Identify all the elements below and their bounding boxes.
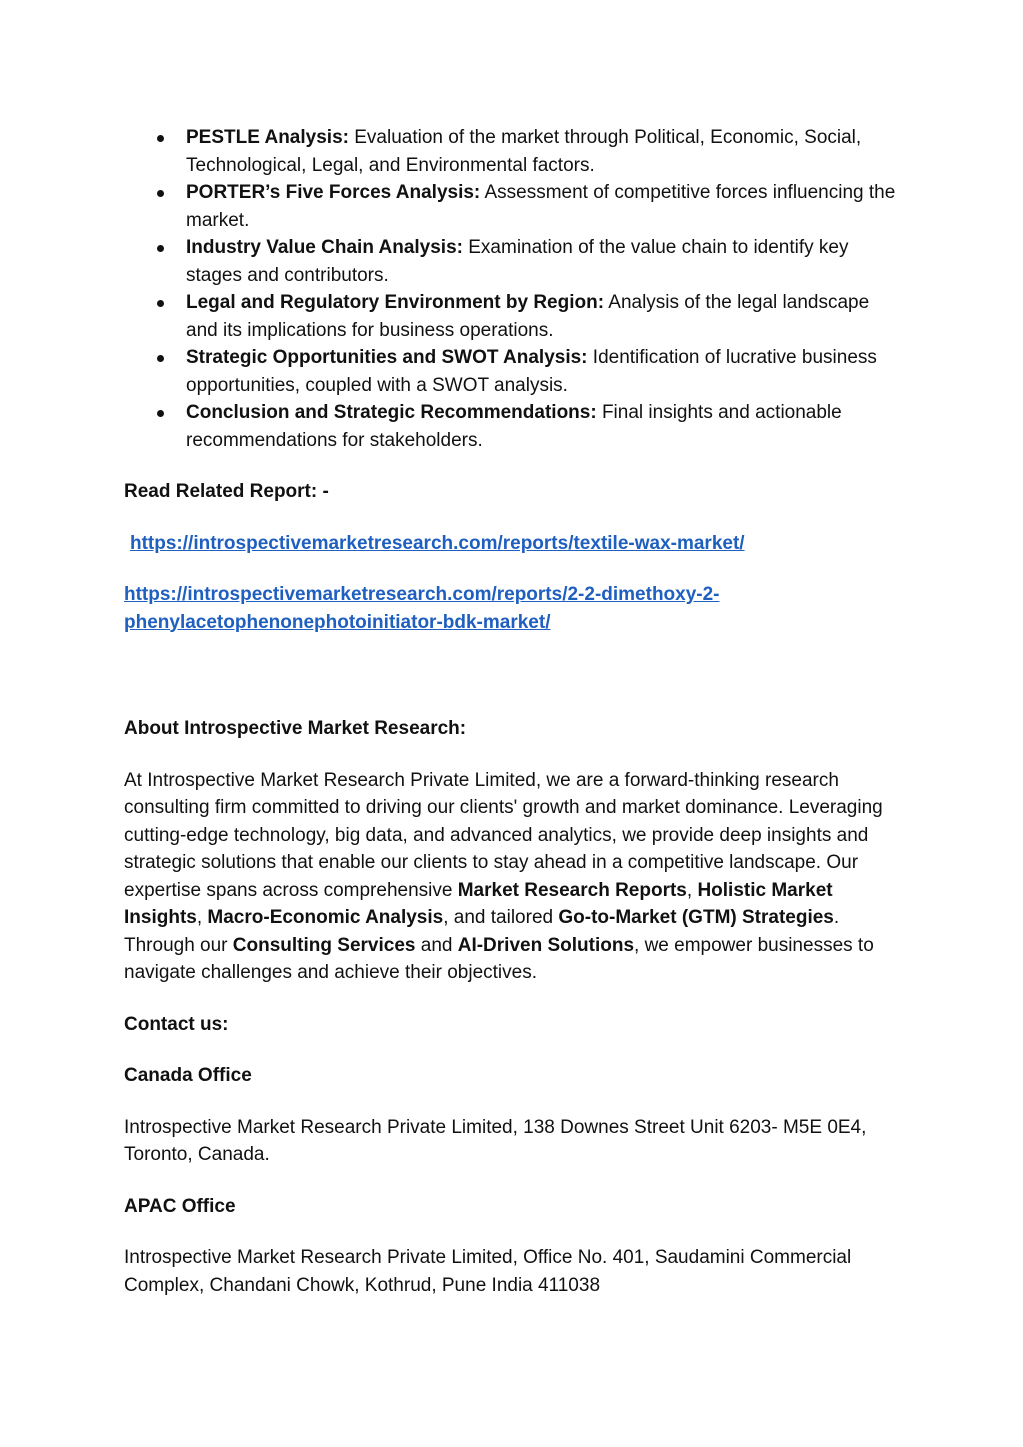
list-item	[124, 399, 904, 454]
bullet-title: PORTER’s Five Forces Analysis:	[186, 182, 481, 203]
about-text: ,	[196, 907, 208, 928]
contact-heading: Contact us:	[124, 1013, 229, 1035]
bullet-text: Analysis of the legal landscape and its implications for business operations.	[186, 292, 870, 341]
list-item	[124, 124, 904, 179]
about-bold-term: Macro-Economic Analysis	[207, 907, 444, 928]
about-bold-term: Go-to-Market (GTM) Strategies	[558, 907, 834, 928]
bullet-title: Industry Value Chain Analysis:	[186, 237, 463, 258]
about-bold-term: AI-Driven Solutions	[457, 934, 635, 956]
list-item	[124, 234, 904, 289]
about-text: , and tailored	[443, 907, 559, 928]
bullet-icon	[157, 355, 164, 362]
list-item	[124, 289, 904, 344]
about-text: and	[415, 934, 458, 956]
bullet-title: Conclusion and Strategic Recommendations:	[186, 402, 597, 423]
about-text: , we empower businesses to navigate challenges and achieve their objectives.	[124, 934, 874, 983]
about-text: ,	[686, 879, 698, 901]
bullet-icon	[157, 245, 164, 252]
list-item	[124, 179, 904, 234]
bullet-text: Final insights and actionable recommendations for stakeholders.	[186, 402, 842, 451]
apac-office-heading: APAC Office	[124, 1195, 236, 1217]
about-bold-term: Market Research Reports	[457, 879, 687, 901]
list-item	[124, 344, 904, 399]
bullet-icon	[157, 135, 164, 142]
bullet-text: Evaluation of the market through Political, Economic, Social, Technological, Legal, and Environmental factors.	[186, 127, 862, 176]
bullet-text: Examination of the value chain to identify key stages and contributors.	[186, 237, 849, 286]
related-report-link[interactable]: https://introspectivemarketresearch.com/reports/textile-wax-market/	[130, 532, 745, 554]
canada-office-address: Introspective Market Research Private Limited, 138 Downes Street Unit 6203- M5E 0E4, Toronto, Canada.	[124, 1116, 867, 1165]
bullet-title: Strategic Opportunities and SWOT Analysis:	[186, 347, 588, 368]
about-paragraph	[124, 767, 904, 987]
about-heading: About Introspective Market Research:	[124, 718, 467, 739]
bullet-title: Legal and Regulatory Environment by Region:	[186, 292, 605, 313]
bullet-text: Identification of lucrative business opportunities, coupled with a SWOT analysis.	[186, 347, 877, 396]
related-report-heading: Read Related Report: -	[124, 481, 329, 502]
apac-office-address: Introspective Market Research Private Limited, Office No. 401, Saudamini Commercial Complex, Chandani Chowk, Kothrud, Pune India 411038	[124, 1247, 852, 1296]
related-report-link[interactable]: https://introspectivemarketresearch.com/reports/2-2-dimethoxy-2-phenylacetophenonephotoinitiator-bdk-market/	[124, 584, 720, 633]
bullet-icon	[157, 410, 164, 417]
bullet-text: Assessment of competitive forces influencing the market.	[186, 182, 896, 231]
bullet-icon	[157, 190, 164, 197]
analysis-bullet-list	[124, 124, 904, 454]
about-text: . Through our	[124, 907, 840, 956]
about-bold-term: Holistic Market Insights	[124, 879, 833, 928]
bullet-title: PESTLE Analysis:	[186, 127, 349, 148]
page-content	[124, 124, 904, 1299]
canada-office-heading: Canada Office	[124, 1065, 252, 1086]
bullet-icon	[157, 300, 164, 307]
about-bold-term: Consulting Services	[232, 934, 416, 956]
about-text: At Introspective Market Research Private Limited, we are a forward-thinking research consulting firm committed to driving our clients' growth and market dominance. Leveraging cutting-edge technology, big data, and advanced analytics, we provide deep insights and strategic solutions that enable our clients to stay ahead in a competitive landscape. Our expertise spans across comprehensive	[124, 769, 883, 901]
